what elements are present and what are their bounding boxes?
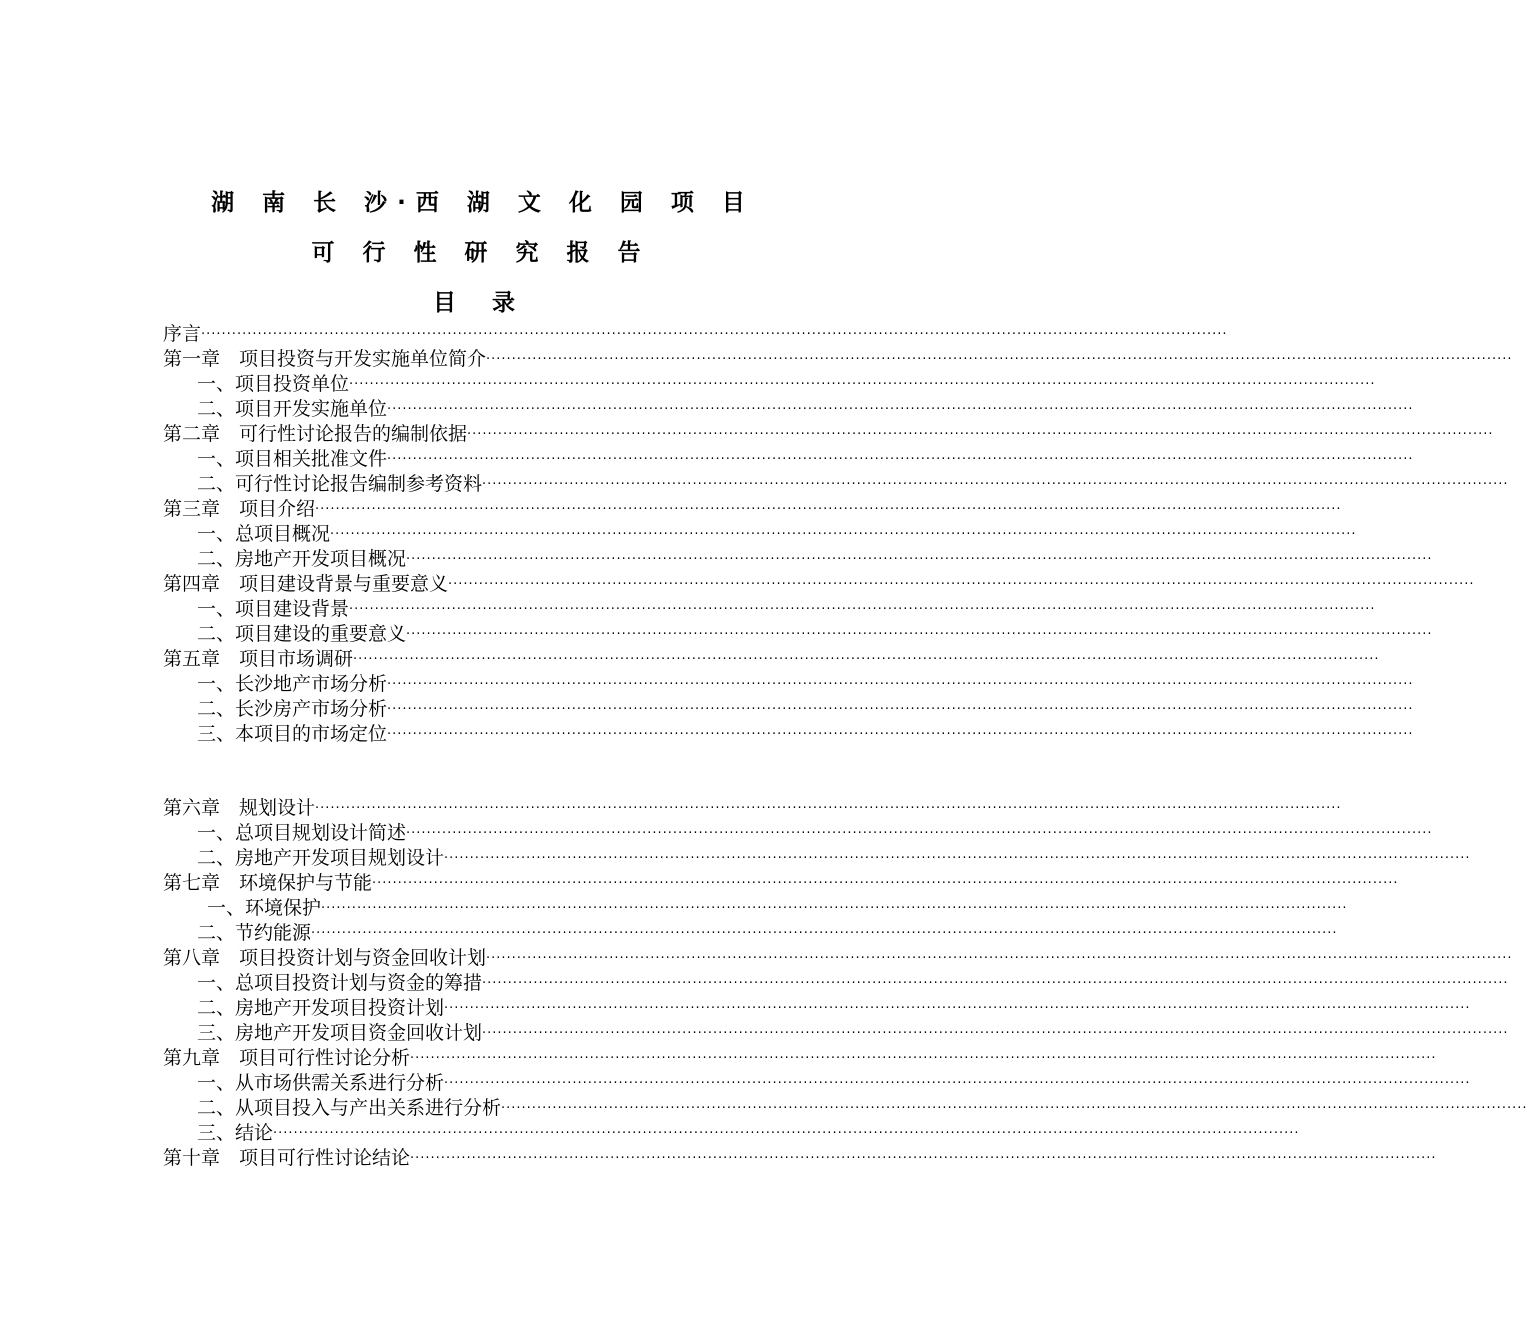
dot-leader: ········································································································································································································ — [482, 1026, 1509, 1041]
toc-entry-title: 一、总项目规划设计简述 — [197, 822, 407, 844]
toc-entry — [197, 971, 1509, 996]
dot-leader: ········································································································································································································ — [482, 976, 1509, 991]
dot-leader: ········································································································································································································ — [410, 1051, 1437, 1066]
toc-entry-title: 三、房地产开发项目资金回收计划 — [197, 1022, 483, 1044]
toc-entry-title: 二、项目开发实施单位 — [197, 398, 388, 420]
toc-entry — [163, 946, 1513, 971]
toc-entry-title: 一、总项目概况 — [197, 523, 331, 545]
dot-leader: ········································································································································································································ — [349, 602, 1376, 617]
toc-entry-title: 二、房地产开发项目概况 — [197, 548, 407, 570]
toc-entry-title: 第十章 项目可行性讨论结论 — [163, 1147, 411, 1169]
toc-entry — [197, 1071, 1471, 1096]
toc-entry — [197, 597, 1376, 622]
toc-entry-title: 一、环境保护 — [207, 897, 322, 919]
toc-entry — [207, 896, 1348, 921]
toc-entry-title: 一、项目投资单位 — [197, 373, 350, 395]
toc-entry — [163, 572, 1475, 597]
toc-entry — [163, 422, 1494, 447]
toc-entry-title: 一、项目建设背景 — [197, 598, 350, 620]
dot-leader: ········································································································································································································ — [201, 327, 1228, 342]
toc-entry-title: 二、节约能源 — [197, 922, 312, 944]
dot-leader: ········································································································································································································ — [315, 502, 1342, 517]
document-title: 湖 南 长 沙·西 湖 文 化 园 项 目 — [211, 190, 755, 216]
dot-leader: ········································································································································································································ — [311, 926, 1338, 941]
dot-leader: ········································································································································································································ — [482, 477, 1509, 492]
toc-entry — [197, 921, 1338, 946]
toc-entry — [197, 522, 1357, 547]
toc-entry-title: 第七章 环境保护与节能 — [163, 872, 373, 894]
dot-leader: ········································································································································································································ — [444, 1001, 1471, 1016]
dot-leader: ········································································································································································································ — [410, 1151, 1437, 1166]
toc-entry — [197, 397, 1414, 422]
toc-entry — [197, 372, 1376, 397]
dot-leader: ········································································································································································································ — [486, 352, 1513, 367]
toc-entry-title: 一、总项目投资计划与资金的筹措 — [197, 972, 483, 994]
toc-entry-title: 第三章 项目介绍 — [163, 498, 316, 520]
toc-entry — [197, 1121, 1300, 1146]
toc-entry — [197, 1096, 1527, 1121]
toc-heading: 目 录 — [432, 290, 529, 316]
dot-leader: ········································································································································································································ — [467, 427, 1494, 442]
toc-entry-title: 序言 — [163, 323, 202, 345]
toc-entry-title: 第二章 可行性讨论报告的编制依据 — [163, 423, 468, 445]
toc-entry-title: 二、房地产开发项目投资计划 — [197, 997, 445, 1019]
toc-entry — [197, 846, 1471, 871]
toc-entry — [197, 697, 1414, 722]
toc-entry — [163, 796, 1342, 821]
dot-leader: ········································································································································································································ — [330, 527, 1357, 542]
toc-entry-title: 二、可行性讨论报告编制参考资料 — [197, 473, 483, 495]
dot-leader: ········································································································································································································ — [353, 652, 1380, 667]
toc-entry-title: 二、从项目投入与产出关系进行分析 — [197, 1097, 502, 1119]
toc-entry-title: 第四章 项目建设背景与重要意义 — [163, 573, 449, 595]
dot-leader: ········································································································································································································ — [444, 851, 1471, 866]
dot-leader: ········································································································································································································ — [406, 627, 1433, 642]
toc-entry — [197, 472, 1509, 497]
toc-entry — [197, 447, 1414, 472]
toc-entry-title: 二、项目建设的重要意义 — [197, 623, 407, 645]
toc-entry-title: 二、房地产开发项目规划设计 — [197, 847, 445, 869]
toc-entry — [163, 322, 1228, 347]
toc-entry-title: 一、从市场供需关系进行分析 — [197, 1072, 445, 1094]
dot-leader: ········································································································································································································ — [387, 677, 1414, 692]
dot-leader: ········································································································································································································ — [444, 1076, 1471, 1091]
dot-leader: ········································································································································································································ — [448, 577, 1475, 592]
dot-leader: ········································································································································································································ — [387, 402, 1414, 417]
toc-entry — [163, 1046, 1437, 1071]
dot-leader: ········································································································································································································ — [321, 901, 1348, 916]
toc-entry-title: 三、本项目的市场定位 — [197, 723, 388, 745]
toc-entry — [163, 1146, 1437, 1171]
dot-leader: ········································································································································································································ — [372, 876, 1399, 891]
dot-leader: ········································································································································································································ — [406, 826, 1433, 841]
toc-entry — [197, 996, 1471, 1021]
dot-leader: ········································································································································································································ — [315, 801, 1342, 816]
toc-entry-title: 一、长沙地产市场分析 — [197, 673, 388, 695]
dot-leader: ········································································································································································································ — [486, 951, 1513, 966]
toc-entry — [197, 547, 1433, 572]
toc-entry-title: 二、长沙房产市场分析 — [197, 698, 388, 720]
toc-entry — [197, 1021, 1509, 1046]
dot-leader: ········································································································································································································ — [501, 1101, 1527, 1116]
toc-entry-title: 第五章 项目市场调研 — [163, 648, 354, 670]
toc-entry — [163, 871, 1399, 896]
toc-entry — [197, 622, 1433, 647]
toc-entry-title: 第九章 项目可行性讨论分析 — [163, 1047, 411, 1069]
dot-leader: ········································································································································································································ — [273, 1126, 1300, 1141]
dot-leader: ········································································································································································································ — [387, 452, 1414, 467]
toc-entry-title: 三、结论 — [197, 1122, 274, 1144]
toc-entry-title: 第一章 项目投资与开发实施单位简介 — [163, 348, 487, 370]
toc-entry — [197, 672, 1414, 697]
toc-entry — [163, 647, 1380, 672]
dot-leader: ········································································································································································································ — [387, 702, 1414, 717]
toc-entry — [163, 497, 1342, 522]
toc-entry — [197, 722, 1414, 747]
dot-leader: ········································································································································································································ — [349, 377, 1376, 392]
toc-entry — [163, 347, 1513, 372]
toc-entry — [197, 821, 1433, 846]
dot-leader: ········································································································································································································ — [387, 727, 1414, 742]
toc-entry-title: 一、项目相关批准文件 — [197, 448, 388, 470]
dot-leader: ········································································································································································································ — [406, 552, 1433, 567]
toc-entry-title: 第六章 规划设计 — [163, 797, 316, 819]
toc-entry-title: 第八章 项目投资计划与资金回收计划 — [163, 947, 487, 969]
document-subtitle: 可 行 性 研 究 报 告 — [311, 240, 651, 266]
